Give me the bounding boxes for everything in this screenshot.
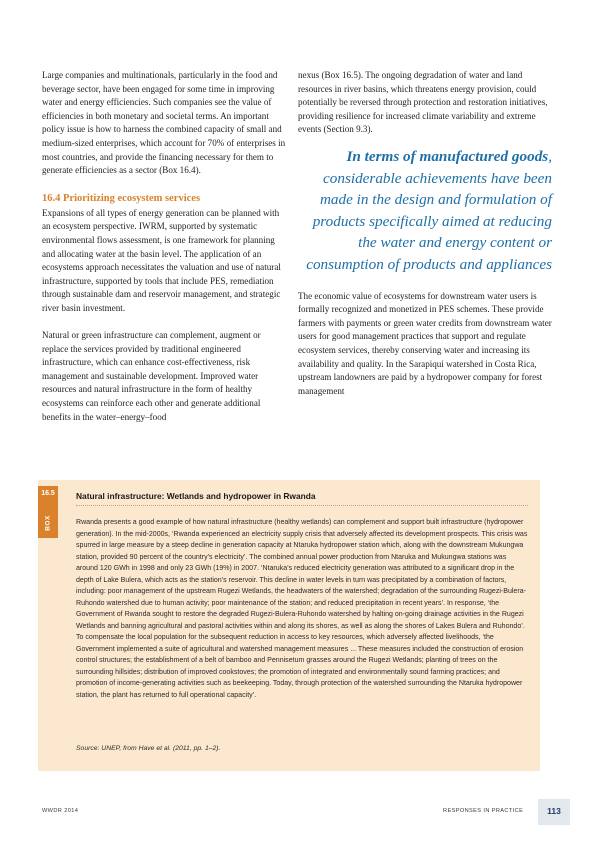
body-paragraph: The economic value of ecosystems for downstream water users is formally recognized and monetized in PES schemes. These provide farmers with payments or green water credits from downstream water users for good management practices that support and regulate ecosystem services, thereby conserving water and increasing its availability and quality. In the Sarapiqui watershed in Costa Rica, upstream landowners are paid by a hydropower company for forest management [298, 290, 552, 396]
box-divider [76, 505, 528, 506]
body-paragraph: nexus (Box 16.5). The ongoing degradation of water and land resources in river basins, which threatens energy provision, could potentially be reversed through protection and restoration initiatives, providing resilience for increased climate variability and extreme events (Section 9.3). [298, 70, 548, 135]
box-label-text: BOX [44, 515, 52, 531]
pull-quote [298, 146, 552, 276]
box-number: 16.5 [41, 490, 55, 497]
body-paragraph: Large companies and multinationals, particularly in the food and beverage sector, have been engaged for some time in improving water and energy efficiencies. Such companies see the value of efficiencies in both monetary and societal terms. An important policy issue is how to harness the combined capacity of small and medium-sized enterprises, which account for 70% of enterprises in most countries, and provide the financing necessary for them to generate efficiencies as a sector (Box 16.4). [42, 70, 286, 176]
body-paragraph: Natural or green infrastructure can complement, augment or replace the services provided by traditional engineered infrastructure, which can enhance cost-effectiveness, risk management and sustainable development. Improved water resources and natural infrastructure in the form of healthy ecosystems can reinforce each other and generate additional benefits in the water–energy–food [42, 330, 261, 422]
left-column [42, 69, 288, 424]
box-title: Natural infrastructure: Wetlands and hydropower in Rwanda [76, 491, 316, 501]
footer-publication: WWDR 2014 [42, 808, 79, 814]
box-body: Rwanda presents a good example of how natural infrastructure (healthy wetlands) can complement and support built infrastructure (hydropower generation). In the mid-2000s, ‘Rwanda experienced an electricity supply crisis that adversely affected its development prospects. This crisis was spurred in large measure by a steep decline in generation capacity at Ntaruka hydropower station which, along with the downstream Mukungwa station, provided 90 percent of the country’s electricity’. The combined annual power production from Ntaruka and Mukungwa stations was around 120 GWh in 1998 and only 23 GWh (19%) in 2007. ‘Ntaruka’s reduced electricity generation was attributed to a significant drop in the depth of Lake Bulera, which acts as the station’s reservoir. This decline in water levels in turn was precipitated by a combination of factors, including: poor management of the upstream Rugezi Wetlands, the headwaters of the watershed; degradation of the surrounding Rugezi-Bulera-Ruhondo watershed due to human activity; poor maintenance of the station; and reduced precipitation in recent years’. In response, ‘the Government of Rwanda sought to restore the degraded Rugezi-Bulera-Ruhondo watershed by halting on-going drainage activities in the Rugezi Wetlands and banning agricultural and pastoral activities within and along its shores, as well as along the shores of Lakes Bulera and Ruhondo’. To compensate the local population for the subsequent reduction in access to key resources, which adversely affected livelihoods, ‘the Government implemented a suite of agricultural and watershed management measures ... These measures included the construction of erosion control structures; the establishment of a belt of bamboo and Pennisetum grasses around the Rugezi Wetlands; planting of trees on the surrounding hillsides; distribution of improved cookstoves; the promotion of integrated and environmentally sound farming practices; and promotion of income-generating activities such as beekeeping. Today, through protection of the watershed surrounding the Ntaruka hydropower station, the plant has returned to full operational capacity’. [76, 519, 528, 699]
paragraph-gap [42, 316, 288, 330]
footer-section: RESPONSES IN PRACTICE [443, 808, 524, 814]
pull-quote-lead: In terms of manufactured goods [346, 147, 549, 165]
box-label [38, 510, 58, 536]
pull-quote-text: , considerable achievements have been made in the design and formulation of products specifically aimed at reducing the water and energy content or consumption of products and appliances [306, 147, 552, 273]
page-number: 113 [547, 806, 561, 816]
body-paragraph: Expansions of all types of energy generation can be planned with an ecosystem perspective. IWRM, supported by systematic environmental flows assessment, is one framework for planning and allocating water at the basin level. The application of an ecosystems approach necessitates the valuation and use of natural infrastructure, supported by tools that include PES, remediation through sustainable dam and reservoir management, and strategic river basin investment. [42, 207, 281, 313]
right-column [298, 69, 554, 398]
box-source: Source: UNEP, from Have et al. (2011, pp. 1–2). [76, 745, 221, 752]
section-heading: 16.4 Prioritizing ecosystem services [42, 192, 201, 204]
